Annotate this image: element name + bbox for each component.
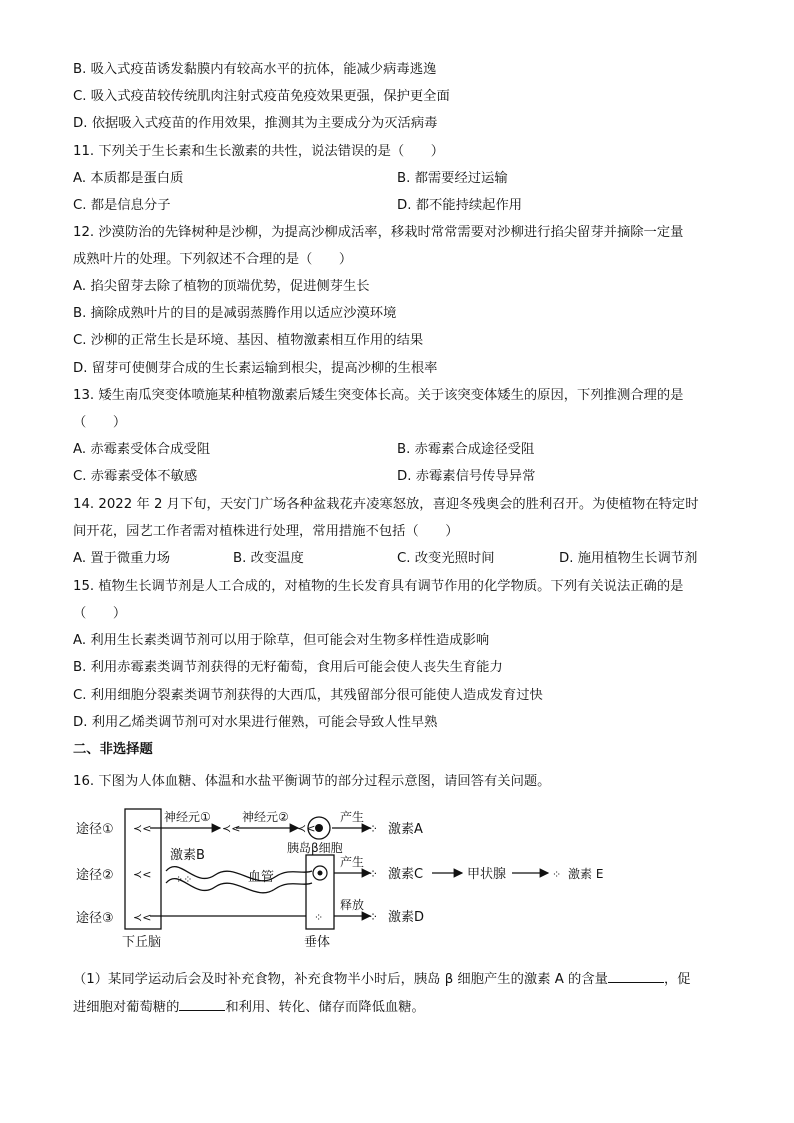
nerve-ending-icon: ≺< (133, 822, 152, 835)
q12-option-c: C. 沙柳的正常生长是环境、基因、植物激素相互作用的结果 (73, 333, 424, 348)
q11-option-b: B. 都需要经过运输 (397, 171, 508, 186)
q15-option-b: B. 利用赤霉素类调节剂获得的无籽葡萄，食用后可能会使人丧失生育能力 (73, 660, 503, 675)
q14-option-b: B. 改变温度 (233, 551, 304, 566)
hormone-c-label: 激素C (388, 867, 424, 882)
q15-option-a: A. 利用生长素类调节剂可以用于除草，但可能会对生物多样性造成影响 (73, 633, 490, 648)
q14-stem-line1: 14. 2022 年 2 月下旬，天安门广场各种盆栽花卉凌寒怒放，喜迎冬残奥会的胜利召开。为使植物在特定时 (73, 497, 699, 512)
q16-sub1-text-b: ，促 (663, 972, 691, 987)
answer-blank-1[interactable] (608, 968, 664, 983)
answer-blank-2[interactable] (179, 996, 225, 1011)
hormone-dots-icon: ⁘ (368, 822, 379, 836)
q13-option-a: A. 赤霉素受体合成受阻 (73, 442, 210, 457)
q14-option-a: A. 置于微重力场 (73, 551, 171, 566)
q15-stem-line1: 15. 植物生长调节剂是人工合成的，对植物的生长发育具有调节作用的化学物质。下列有关说法正确的是 (73, 579, 684, 594)
q15-option-d: D. 利用乙烯类调节剂可对水果进行催熟，可能会导致人性早熟 (73, 715, 438, 730)
svg-text:⁘: ⁘ (314, 911, 324, 924)
thyroid-label: 甲状腺 (467, 867, 507, 882)
q14-option-d: D. 施用植物生长调节剂 (559, 551, 698, 566)
q12-option-a: A. 掐尖留芽去除了植物的顶端优势，促进侧芽生长 (73, 279, 370, 294)
nerve-ending-icon: ≺< (133, 911, 152, 924)
pituitary-label: 垂体 (304, 935, 331, 950)
neuron2-label: 神经元② (242, 810, 289, 824)
svg-text:⁘⁘: ⁘⁘ (174, 873, 193, 886)
q10-option-b: B. 吸入式疫苗诱发黏膜内有较高水平的抗体，能减少病毒逃逸 (73, 62, 437, 77)
q13-stem-line2: （ ） (73, 415, 127, 430)
q12-option-b: B. 摘除成熟叶片的目的是减弱蒸腾作用以适应沙漠环境 (73, 306, 397, 321)
neuron1-label: 神经元① (164, 810, 211, 824)
q11-option-c: C. 都是信息分子 (73, 198, 171, 213)
q12-stem-line2: 成熟叶片的处理。下列叙述不合理的是（ ） (73, 252, 353, 267)
q16-sub1-line1 (73, 968, 691, 989)
q12-option-d: D. 留芽可使侧芽合成的生长素运输到根尖，提高沙柳的生根率 (73, 361, 438, 376)
hormone-a-label: 激素A (388, 822, 423, 837)
q11-option-a: A. 本质都是蛋白质 (73, 171, 184, 186)
q14-option-c: C. 改变光照时间 (397, 551, 495, 566)
q11-option-d: D. 都不能持续起作用 (397, 198, 523, 213)
hypothalamus-label: 下丘脑 (122, 935, 162, 950)
q13-option-d: D. 赤霉素信号传导异常 (397, 469, 536, 484)
section-heading: 二、非选择题 (73, 742, 153, 757)
hormone-e-label: 激素 E (568, 867, 604, 881)
q16-sub1-line2 (73, 996, 425, 1017)
q13-option-c: C. 赤霉素受体不敏感 (73, 469, 198, 484)
path1-label: 途径① (76, 822, 114, 837)
hormone-b-label: 激素B (170, 848, 205, 863)
synapse-icon: ≺< (297, 822, 316, 835)
hormone-dots-icon: ⁘ (552, 868, 562, 881)
hormone-d-label: 激素D (388, 910, 425, 925)
synapse-icon: ≺< (222, 822, 241, 835)
islet-cell-label: 胰岛β细胞 (287, 841, 343, 855)
q15-option-c: C. 利用细胞分裂素类调节剂获得的大西瓜，其残留部分很可能使人造成发育过快 (73, 688, 543, 703)
hormone-dots-icon: ⁘ (368, 867, 379, 881)
release-label: 释放 (340, 898, 365, 912)
q13-option-b: B. 赤霉素合成途径受阻 (397, 442, 535, 457)
q13-stem-line1: 13. 矮生南瓜突变体喷施某种植物激素后矮生突变体长高。关于该突变体矮生的原因，下列推测合理的是 (73, 388, 684, 403)
vessel-label: 血管 (248, 870, 275, 885)
q11-stem: 11. 下列关于生长素和生长激素的共性，说法错误的是（ ） (73, 144, 445, 159)
q15-stem-line2: （ ） (73, 606, 127, 621)
path3-label: 途径③ (76, 911, 114, 926)
q14-stem-line2: 间开花，园艺工作者需对植株进行处理，常用措施不包括（ ） (73, 524, 459, 539)
path2-label: 途径② (76, 868, 114, 883)
hormone-dots-icon: ⁘ (368, 910, 379, 924)
q10-option-c: C. 吸入式疫苗较传统肌肉注射式疫苗免疫效果更强，保护更全面 (73, 89, 450, 104)
q16-sub1-text-d: 和利用、转化、储存而降低血糖。 (225, 1000, 425, 1015)
q16-stem: 16. 下图为人体血糖、体温和水盐平衡调节的部分过程示意图，请回答有关问题。 (73, 774, 551, 789)
regulation-diagram (70, 805, 630, 955)
nerve-ending-icon: ≺< (133, 868, 152, 881)
q16-sub1-text-c: 进细胞对葡萄糖的 (73, 1000, 180, 1015)
q10-option-d: D. 依据吸入式疫苗的作用效果，推测其为主要成分为灭活病毒 (73, 116, 438, 131)
q12-stem-line1: 12. 沙漠防治的先锋树种是沙柳，为提高沙柳成活率，移栽时常常需要对沙柳进行掐尖留芽并摘除一定量 (73, 225, 684, 240)
produce-label-2: 产生 (340, 855, 365, 869)
produce-label-1: 产生 (340, 810, 365, 824)
q16-sub1-text-a: （1）某同学运动后会及时补充食物，补充食物半小时后，胰岛 β 细胞产生的激素 A 的含量 (73, 972, 608, 987)
